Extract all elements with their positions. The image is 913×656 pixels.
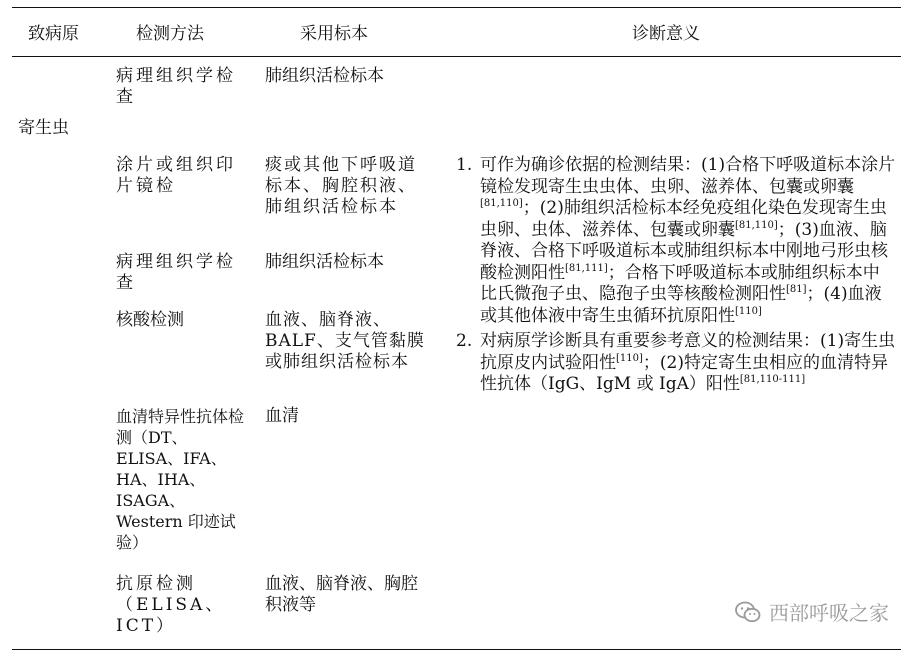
significance-item-1 [456,155,896,327]
significance-item-2 [456,331,896,396]
row3-specimen: 肺组织活检标本 [265,252,384,272]
item2-text-b: ；(2)特定寄生虫相应的血清特异性抗体（IgG、IgM 或 IgA）阳性 [480,352,888,394]
header-specimen: 采用标本 [300,24,368,44]
row5-method: 血清特异性抗体检测（DT、ELISA、IFA、HA、IHA、ISAGA、Western 印迹试验） [116,407,245,552]
header-method: 检测方法 [136,24,204,44]
table-bottom-rule [12,649,901,650]
row1-method: 病理组织学检查 [116,66,236,107]
item1-text-c: ；(3)血液、脑脊液、合格下呼吸道标本或肺组织标本中刚地弓形虫核酸检测阳性 [480,219,888,283]
row6-specimen: 血液、脑脊液、胸腔积液等 [265,574,418,615]
item1-ref-c: [81,111] [565,262,608,274]
table-top-rule [12,7,901,8]
item2-text-a: 对病原学诊断具有重要参考意义的检测结果：(1)寄生虫抗原皮内试验阳性 [480,331,896,373]
item1-text-b: ；(2)肺组织活检标本经免疫组化染色发现寄生虫虫卵、虫体、滋养体、包囊或卵囊 [480,198,887,240]
header-pathogen: 致病原 [28,24,79,44]
item1-text-e: ；(4)血液或其他体液中寄生虫循环抗原阳性 [480,284,882,326]
header-significance: 诊断意义 [632,24,700,44]
row6-method: 抗原检测（ELISA、ICT） [116,574,226,636]
item1-ref-b: [81,110] [735,219,778,231]
row2-specimen: 痰或其他下呼吸道标本、胸腔积液、肺组织活检标本 [265,155,417,217]
watermark [735,597,889,626]
watermark-text: 西部呼吸之家 [769,601,889,625]
item1-text-a: 可作为确诊依据的检测结果：(1)合格下呼吸道标本涂片镜检发现寄生虫虫体、虫卵、滋养体、包囊或卵囊 [480,155,896,197]
row4-method: 核酸检测 [116,310,184,330]
item2-number: 2. [456,331,473,351]
row1-specimen: 肺组织活检标本 [265,66,384,86]
item2-ref-a: [110] [616,352,643,364]
pathogen-cell: 寄生虫 [18,118,69,138]
row4-specimen: 血液、脑脊液、BALF、支气管黏膜或肺组织活检标本 [265,310,425,372]
item1-ref-d: [81] [786,284,807,295]
wechat-icon [735,601,761,623]
row2-method: 涂片或组织印片镜检 [116,155,236,196]
row3-method: 病理组织学检查 [116,252,236,293]
row5-specimen: 血清 [265,406,299,426]
item1-ref-e: [110] [735,305,762,317]
diagnostic-significance [456,155,896,396]
item1-ref-a: [81,110] [480,198,523,209]
item1-text-d: ；合格下呼吸道标本或肺组织标本中比氏微孢子虫、隐孢子虫等核酸检测阳性 [480,262,880,304]
item2-ref-b: [81,110-111] [739,374,806,385]
item1-number: 1. [456,155,473,175]
table-header-rule [12,56,901,57]
